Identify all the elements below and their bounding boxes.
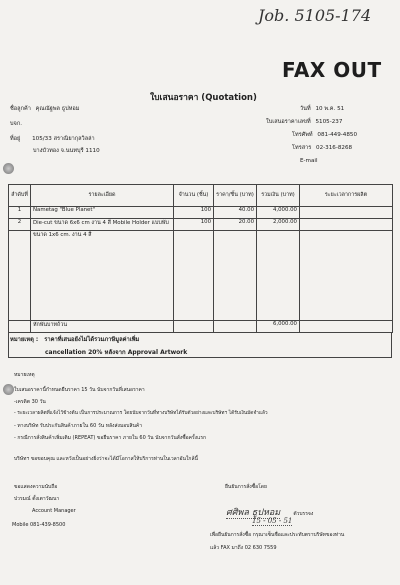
subtotal-label: หักพันบาทถ้วน	[31, 321, 174, 333]
email-label: E-mail	[300, 158, 318, 164]
regards: ขอแสดงความนับถือ	[14, 484, 58, 490]
phone-row	[292, 132, 357, 139]
row-qty	[174, 231, 214, 321]
customer-address-label: ที่อยู่	[10, 136, 21, 142]
punch-hole-top	[3, 163, 14, 174]
fax-value: 02-316-8268	[316, 145, 353, 151]
table-row	[9, 219, 393, 231]
sign-date: 15 - 05 - 51	[252, 517, 293, 525]
row-desc: Die-cut ขนาด 6x6 cm งาน 4 สี Mobile Holder แบบพับ	[31, 219, 174, 231]
fax-label: โทรสาร	[292, 145, 312, 151]
col-price-header: ราคา/ชิ้น (บาท)	[214, 185, 257, 207]
quote-no-value: 5105-237	[315, 119, 343, 125]
page-title: ใบเสนอราคา (Quotation)	[150, 93, 257, 103]
customer-name-value: คุณณัฐพล ธูปหอม	[35, 106, 80, 112]
row-qty: 100	[174, 219, 214, 231]
phone-label: โทรศัพท์	[292, 132, 313, 138]
col-desc-header: รายละเอียด	[31, 185, 174, 207]
col-total-header: รวมเงิน (บาท)	[257, 185, 300, 207]
customer-name-label: ชื่อลูกค้า	[10, 106, 31, 112]
date-row	[300, 106, 344, 113]
remark-label: หมายเหตุ :	[10, 337, 39, 343]
terms-item-4: - ทางบริษัท รับประกันสินค้าภายใน 60 วัน หลังส่งมอบสินค้า	[14, 423, 143, 429]
thanks-note: บริษัทฯ ขอขอบคุณ และหวังเป็นอย่างยิ่งว่าจะได้มีโอกาสให้บริการท่านในเวลาอันใกล้นี้	[14, 456, 198, 462]
terms-item-5: - กรณีการสั่งสินค้าเพิ่มเติม (REPEAT) ขอยืนราคา ภายใน 60 วัน นับจากวันสั่งซื้อครั้งแรก	[14, 435, 207, 441]
row-no: 1	[9, 207, 31, 219]
customer-address-row	[10, 136, 95, 143]
customer-name-row	[10, 106, 79, 113]
fax-out-stamp: FAX OUT	[282, 58, 382, 82]
quote-no-row	[266, 119, 342, 126]
row-total: 2,000.00	[257, 219, 300, 231]
cancellation-note: cancellation 20% หลังจาก Approval Artwork	[45, 349, 188, 356]
punch-hole-bottom	[3, 384, 14, 395]
sender-name: ปวรมณ์ ตั้งเตาวัฒนา	[14, 496, 60, 502]
terms-item-1: ใบเสนอราคานี้กำหนดยืนราคา 15 วัน นับจากวันที่เสนอราคา	[14, 387, 145, 393]
row-leadtime	[300, 231, 393, 321]
customer-company-label: บจก.	[10, 121, 22, 127]
row-leadtime	[300, 207, 393, 219]
quotation-table	[8, 184, 393, 333]
row-price: 40.00	[214, 207, 257, 219]
signature-suffix: ตัวบรรจง	[293, 511, 314, 517]
fax-row	[292, 145, 352, 152]
row-qty: 100	[174, 207, 214, 219]
row-no: 2	[9, 219, 31, 231]
table-header-row	[9, 185, 393, 207]
subtotal-row	[9, 321, 393, 333]
row-price	[214, 231, 257, 321]
remark-line	[10, 334, 139, 344]
subtotal-value: 6,000.00	[257, 321, 300, 333]
terms-item-2: -เครดิต 30 วัน	[14, 399, 46, 405]
date-value: 10 พ.ค. 51	[315, 106, 345, 112]
confirm-label: ยืนยันการสั่งซื้อโดย	[225, 484, 267, 490]
table-row	[9, 231, 393, 321]
row-total: 4,000.00	[257, 207, 300, 219]
customer-address-line2: บางบัวทอง จ.นนทบุรี 1110	[33, 148, 100, 154]
phone-value: 081-449-4850	[317, 132, 358, 138]
quote-no-label: ใบเสนอราคาเลขที่	[266, 119, 311, 125]
row-leadtime	[300, 219, 393, 231]
col-no-header: ลำดับที่	[9, 185, 31, 207]
remark-text: ราคาที่เสนอยังไม่ได้รวมภาษีมูลค่าเพิ่ม	[44, 337, 140, 343]
row-total	[257, 231, 300, 321]
col-qty-header: จำนวน (ชิ้น)	[174, 185, 214, 207]
row-price: 20.00	[214, 219, 257, 231]
remarks-box	[8, 332, 392, 358]
sender-mobile: Mobile 081-439-8500	[12, 522, 66, 528]
customer-address-line1: 105/33 สราณิยากุลวิลล่า	[32, 136, 95, 142]
terms-item-3: - ระยะเวลาผลิตที่แจ้งไว้ข้างต้น เป็นการประมาณการ โดยนับจากวันที่ทางบริษัทได้รับตัวอย่างและบริษัทฯ ได้รับเงินมัดจำแล้ว	[14, 411, 268, 416]
terms-heading: หมายเหตุ	[14, 372, 35, 378]
confirm-note-1: เพื่อยืนยันการสั่งซื้อ กรุณาเซ็นชื่อและประทับตราบริษัทของท่าน	[210, 532, 345, 538]
row-desc: ขนาด 1x6 cm. งาน 4 สี	[31, 231, 174, 321]
date-label: วันที่	[300, 106, 311, 112]
job-note: Job. 5105-174	[258, 6, 372, 25]
col-leadtime-header: ระยะเวลาการผลิต	[300, 185, 393, 207]
row-desc: Nametag "Blue Planet"	[31, 207, 174, 219]
table-row	[9, 207, 393, 219]
sender-title: Account Manager	[32, 508, 76, 514]
signature: ศศิพล ธูปหอม	[226, 508, 281, 518]
row-no	[9, 231, 31, 321]
confirm-note-2: แล้ว FAX มาถึง 02 630 7559	[210, 545, 277, 551]
